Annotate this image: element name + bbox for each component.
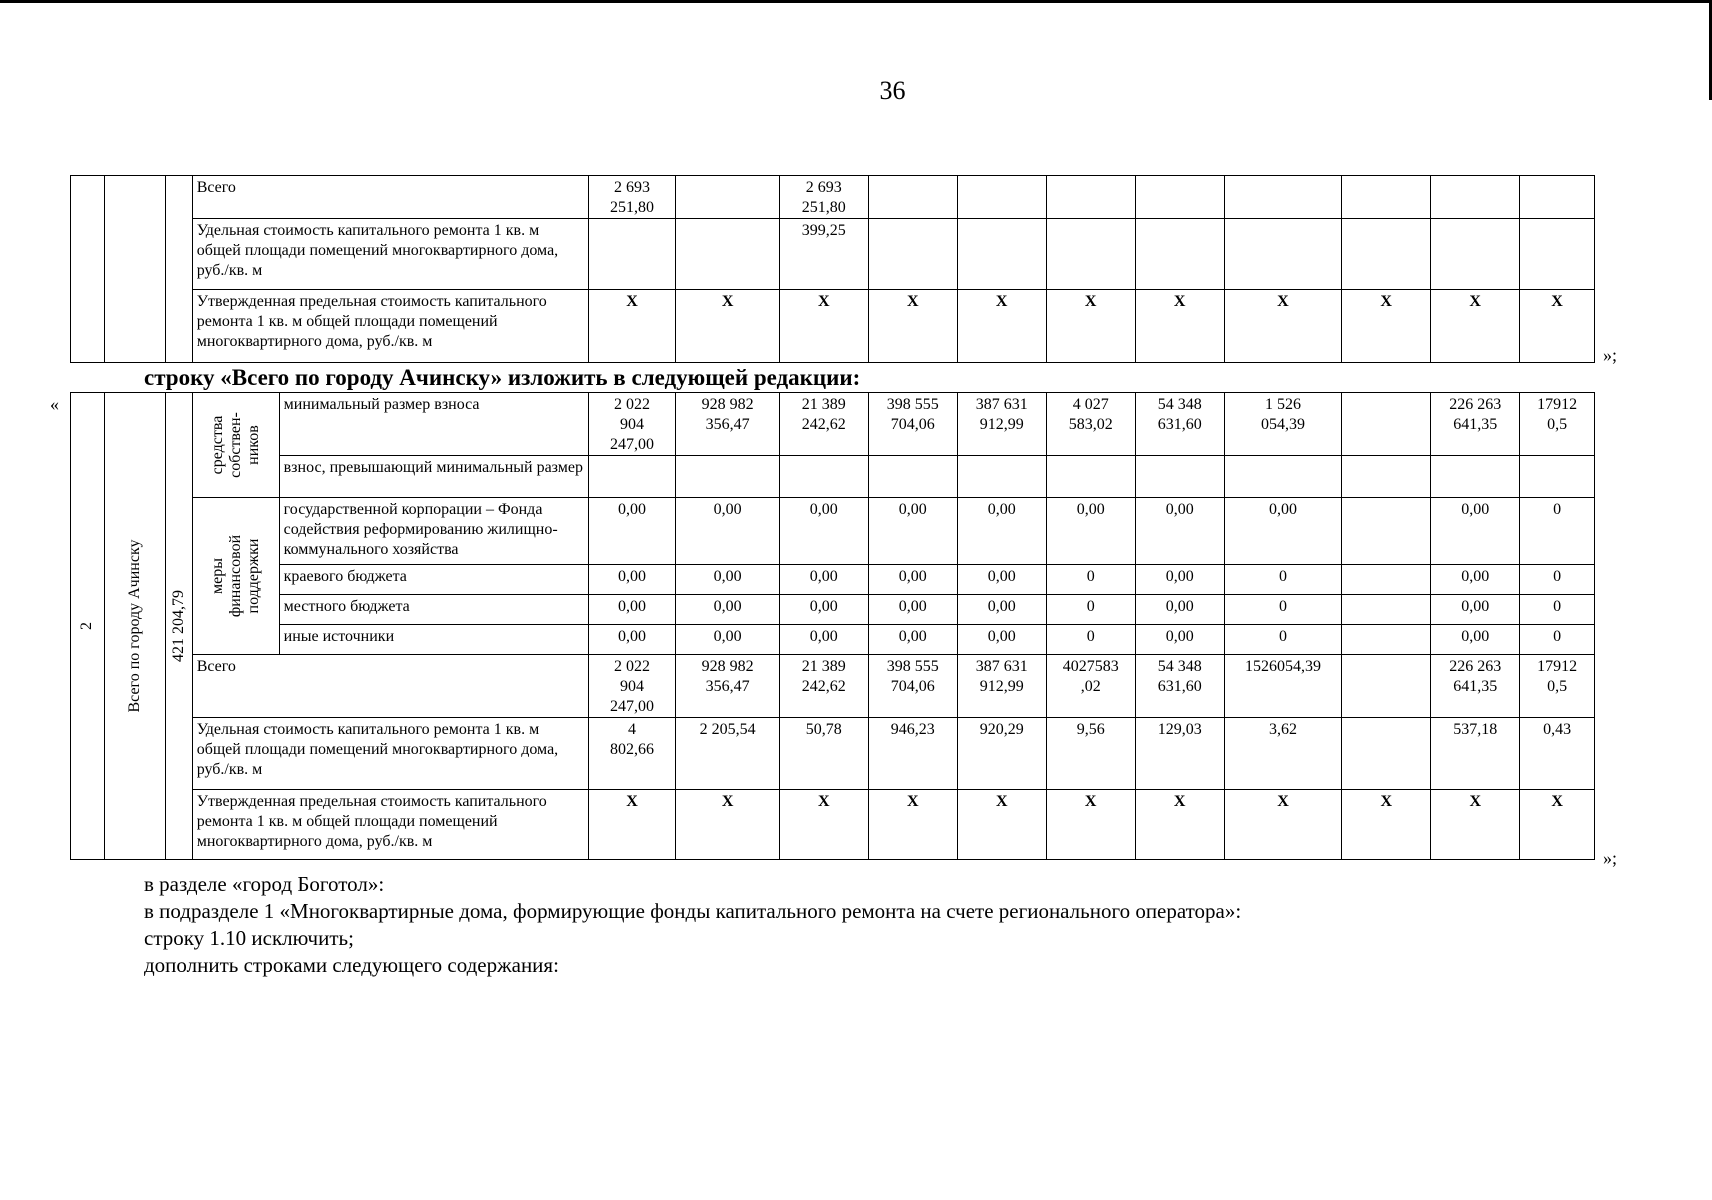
x-mark: X (1046, 290, 1135, 363)
table-cell: 0,00 (676, 625, 779, 655)
table-cell (166, 176, 193, 363)
x-mark: X (779, 290, 868, 363)
x-mark: X (1135, 290, 1224, 363)
row-label-min-contribution: минимальный размер взноса (279, 393, 588, 456)
table-cell: 2 205,54 (676, 718, 779, 790)
table-cell: 0,00 (1046, 498, 1135, 565)
table-cell: 537,18 (1431, 718, 1520, 790)
x-mark: X (1224, 290, 1342, 363)
table-cell: 9,56 (1046, 718, 1135, 790)
row-label-total: Всего (192, 655, 588, 718)
table-cell: 2 693 251,80 (588, 176, 676, 219)
table-row (71, 718, 1595, 790)
table-cell (1342, 718, 1431, 790)
row-label-other-sources: иные источники (279, 625, 588, 655)
x-mark: X (1342, 790, 1431, 860)
table-cell: 0,00 (1431, 595, 1520, 625)
row-number: 2 (71, 393, 105, 860)
amendment-heading: строку «Всего по городу Ачинску» изложить в следующей редакции: (144, 365, 861, 390)
table-cell: 54 348 631,60 (1135, 655, 1224, 718)
table-cell: 226 263 641,35 (1431, 393, 1520, 456)
table-row (71, 393, 1595, 456)
x-mark: X (1431, 290, 1520, 363)
table-cell: 0 (1520, 565, 1595, 595)
row-label-total: Всего (192, 176, 588, 219)
table-cell: 920,29 (957, 718, 1046, 790)
x-mark: X (957, 290, 1046, 363)
paragraph: в разделе «город Боготол»: (144, 872, 385, 896)
table-cell (676, 176, 779, 219)
table-cell: 2 022 904 247,00 (588, 655, 676, 718)
table-row (71, 655, 1595, 718)
table-cell: 0,00 (957, 625, 1046, 655)
table-cell: 0,00 (676, 565, 779, 595)
table-row (71, 456, 1595, 498)
table-cell: 4027583 ,02 (1046, 655, 1135, 718)
table-cell: 0,00 (957, 595, 1046, 625)
table-cell: 0,00 (588, 565, 676, 595)
table-cell: 0,00 (779, 498, 868, 565)
x-mark: X (1224, 790, 1342, 860)
table-cell: 50,78 (779, 718, 868, 790)
x-mark: X (957, 790, 1046, 860)
table-cell: 0,00 (1135, 595, 1224, 625)
row-label-limit-cost: Утвержденная предельная стоимость капитального ремонта 1 кв. м общей площади помещений многоквартирного дома, руб./кв. м (192, 290, 588, 363)
table-cell (1342, 498, 1431, 565)
table-cell: 21 389 242,62 (779, 655, 868, 718)
table-cell: 0 (1046, 565, 1135, 595)
table-cell: 0,00 (1224, 498, 1342, 565)
paragraph: строку 1.10 исключить; (144, 926, 354, 950)
table-row (71, 219, 1595, 290)
table-cell: 0 (1520, 595, 1595, 625)
x-mark: X (676, 290, 779, 363)
table-cell: 0,00 (1431, 565, 1520, 595)
table-previous-section (70, 175, 1595, 363)
table-cell: 946,23 (868, 718, 957, 790)
table-cell: 0,00 (779, 625, 868, 655)
closing-quote: »; (1603, 345, 1618, 365)
x-mark: X (1431, 790, 1520, 860)
scan-top-border (0, 0, 1712, 3)
row-label-state-corporation: государственной корпорации – Фонда содействия реформированию жилищно-коммунального хозяйства (279, 498, 588, 565)
table-cell: 0,00 (957, 565, 1046, 595)
table-cell: 0,00 (868, 498, 957, 565)
table-cell: 928 982 356,47 (676, 655, 779, 718)
row-label-limit-cost: Утвержденная предельная стоимость капитального ремонта 1 кв. м общей площади помещений многоквартирного дома, руб./кв. м (192, 790, 588, 860)
city-total-label: Всего по городу Ачинску (104, 393, 165, 860)
x-mark: X (1342, 290, 1431, 363)
row-label-regional-budget: краевого бюджета (279, 565, 588, 595)
table-achinsk-total (70, 392, 1595, 860)
table-cell: 0 (1520, 498, 1595, 565)
table-cell: 928 982 356,47 (676, 393, 779, 456)
table-row (71, 565, 1595, 595)
x-mark: X (779, 790, 868, 860)
group-owners-funds: средства собствен- ников (192, 393, 279, 498)
table-cell: 0,00 (868, 625, 957, 655)
x-mark: X (588, 290, 676, 363)
table-cell: 0 (1224, 565, 1342, 595)
table-cell (1342, 595, 1431, 625)
closing-quote: »; (1603, 848, 1618, 868)
table-row (71, 595, 1595, 625)
table-cell: 399,25 (779, 219, 868, 290)
table-cell: 0,00 (779, 595, 868, 625)
table-cell: 0,00 (957, 498, 1046, 565)
x-mark: X (676, 790, 779, 860)
x-mark: X (868, 790, 957, 860)
table-cell: 0,00 (868, 565, 957, 595)
x-mark: X (588, 790, 676, 860)
table-cell (1342, 625, 1431, 655)
x-mark: X (1135, 790, 1224, 860)
table-cell: 1 526 054,39 (1224, 393, 1342, 456)
table-cell: 21 389 242,62 (779, 393, 868, 456)
table-cell (104, 176, 165, 363)
table-cell: 17912 0,5 (1520, 655, 1595, 718)
row-label-unit-cost: Удельная стоимость капитального ремонта 1 кв. м общей площади помещений многоквартирного дома, руб./кв. м (192, 718, 588, 790)
table-cell: 398 555 704,06 (868, 393, 957, 456)
table-cell: 4 802,66 (588, 718, 676, 790)
row-label-excess-contribution: взнос, превышающий минимальный размер (279, 456, 588, 498)
x-mark: X (868, 290, 957, 363)
x-mark: X (1046, 790, 1135, 860)
table-cell: 0 (1224, 625, 1342, 655)
table-cell: 3,62 (1224, 718, 1342, 790)
table-cell: 2 022 904 247,00 (588, 393, 676, 456)
table-cell: 0,00 (779, 565, 868, 595)
table-cell: 0,00 (1431, 625, 1520, 655)
x-mark: X (1520, 290, 1595, 363)
table-row (71, 790, 1595, 860)
group-financial-support: меры финансовой поддержки (192, 498, 279, 655)
table-cell: 387 631 912,99 (957, 393, 1046, 456)
table-cell (71, 176, 105, 363)
table-cell: 54 348 631,60 (1135, 393, 1224, 456)
paragraph: в подразделе 1 «Многоквартирные дома, формирующие фонды капитального ремонта на счете регионального оператора»: (144, 899, 1242, 923)
table-row (71, 625, 1595, 655)
table-cell: 0,43 (1520, 718, 1595, 790)
table-cell: 0 (1224, 595, 1342, 625)
paragraph: дополнить строками следующего содержания: (144, 953, 559, 977)
table-cell: 0,00 (676, 498, 779, 565)
table-cell: 4 027 583,02 (1046, 393, 1135, 456)
table-cell: 0,00 (1431, 498, 1520, 565)
table-cell: 0,00 (588, 498, 676, 565)
table-row (71, 498, 1595, 565)
table-cell: 0 (1046, 595, 1135, 625)
table-cell: 17912 0,5 (1520, 393, 1595, 456)
x-mark: X (1520, 790, 1595, 860)
row-label-local-budget: местного бюджета (279, 595, 588, 625)
total-area: 421 204,79 (166, 393, 193, 860)
table-cell: 226 263 641,35 (1431, 655, 1520, 718)
table-cell: 0,00 (588, 625, 676, 655)
row-label-unit-cost: Удельная стоимость капитального ремонта 1 кв. м общей площади помещений многоквартирного дома, руб./кв. м (192, 219, 588, 290)
table-cell: 0,00 (868, 595, 957, 625)
table-row (71, 290, 1595, 363)
table-cell (1342, 655, 1431, 718)
table-cell: 387 631 912,99 (957, 655, 1046, 718)
page-number: 36 (879, 76, 906, 105)
table-cell (1342, 393, 1431, 456)
table-cell: 398 555 704,06 (868, 655, 957, 718)
table-row (71, 176, 1595, 219)
table-cell: 2 693 251,80 (779, 176, 868, 219)
table-cell: 0,00 (1135, 565, 1224, 595)
opening-quote: « (50, 394, 59, 414)
table-cell: 0,00 (1135, 498, 1224, 565)
table-cell (1342, 565, 1431, 595)
table-cell: 0,00 (588, 595, 676, 625)
table-cell: 0 (1520, 625, 1595, 655)
table-cell: 1526054,39 (1224, 655, 1342, 718)
table-cell: 129,03 (1135, 718, 1224, 790)
table-cell: 0 (1046, 625, 1135, 655)
table-cell: 0,00 (1135, 625, 1224, 655)
table-cell: 0,00 (676, 595, 779, 625)
